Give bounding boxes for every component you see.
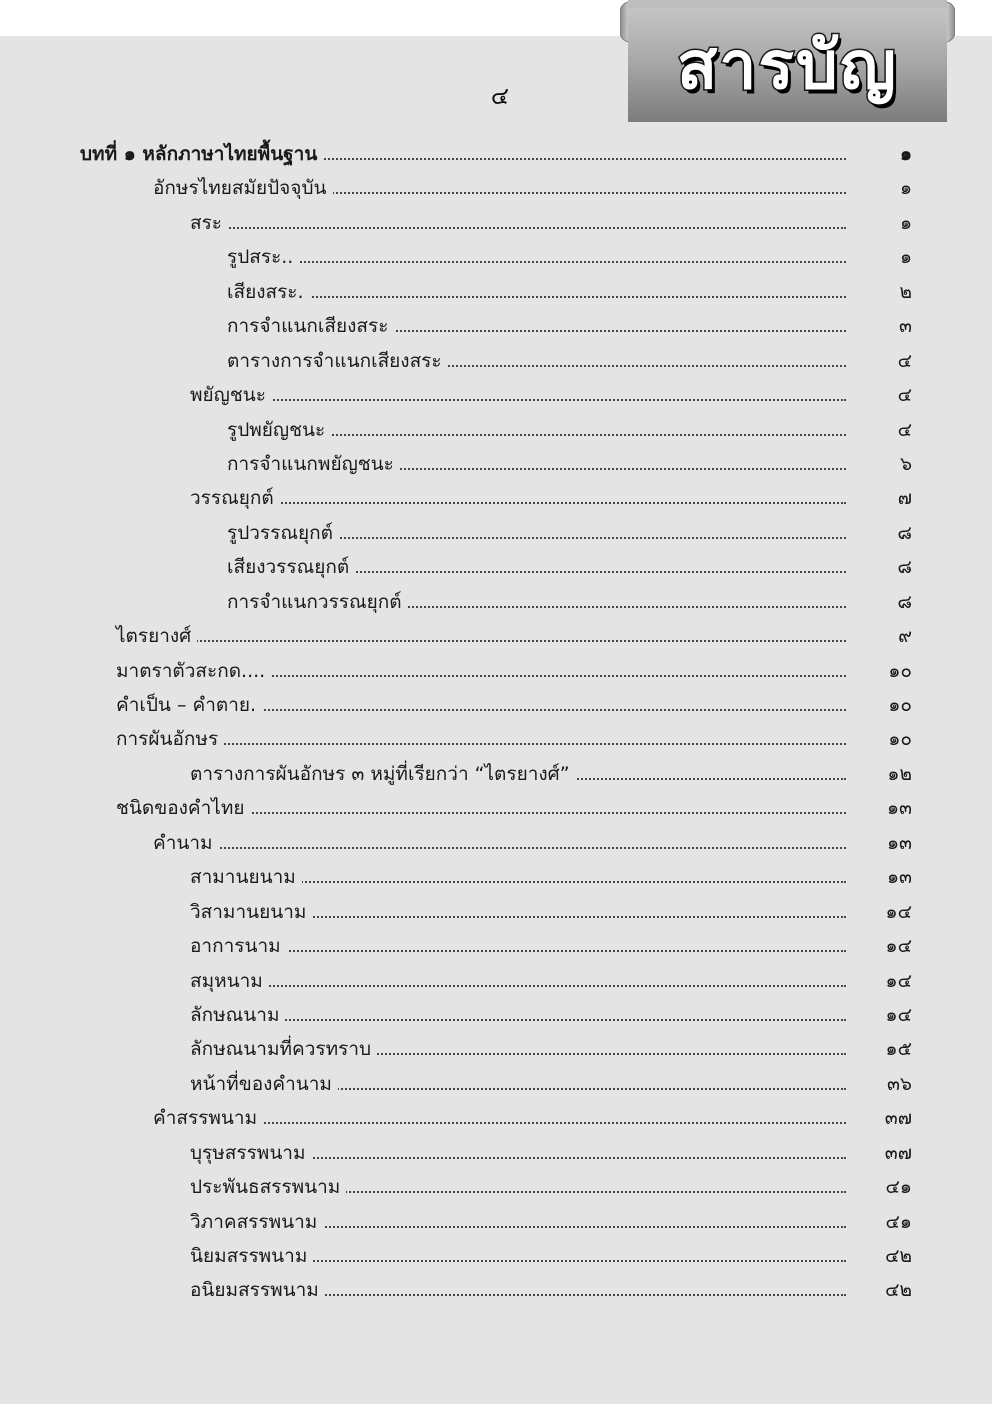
toc-entry-page: ๔๒: [885, 1279, 912, 1302]
dot-leader: [227, 261, 846, 263]
toc-entry-page: ๔: [897, 384, 912, 407]
toc-entry[interactable]: [0, 137, 992, 171]
toc-heading: สารบัญ: [677, 27, 898, 104]
toc-entry-page: ๖: [899, 452, 912, 475]
dot-leader: [153, 847, 846, 849]
toc-entry-page: ๓๖: [886, 1072, 912, 1095]
toc-entry-title: ชนิดของคำไทย: [116, 791, 251, 825]
toc-entry-title: การจำแนกพยัญชนะ: [227, 447, 400, 481]
title-banner: [620, 0, 955, 122]
toc-entry-title: ตารางการจำแนกเสียงสระ: [227, 344, 448, 378]
toc-entry-page: ๑: [899, 211, 912, 234]
toc-entry-page: ๔๒: [885, 1245, 912, 1267]
toc-entry[interactable]: [0, 1101, 992, 1135]
toc-entry-page: ๑๓: [886, 866, 912, 889]
toc-entry[interactable]: [0, 791, 992, 825]
toc-entry[interactable]: [0, 481, 992, 515]
toc-entry-page: ๘: [897, 556, 912, 579]
toc-entry-page: ๒: [899, 280, 912, 303]
dot-leader: [190, 1019, 846, 1021]
dot-leader: [116, 743, 846, 745]
toc-entry-title: ประพันธสรรพนาม: [190, 1170, 346, 1204]
toc-entry-page: ๑๓: [886, 797, 912, 820]
toc-entry-page: ๑๔: [885, 1003, 912, 1026]
toc-entry-page: ๔: [897, 418, 912, 441]
toc-entry[interactable]: [0, 550, 992, 584]
toc-entry-page: ๑: [899, 177, 912, 200]
toc-entry-title: ตารางการผันอักษร ๓ หมู่ที่เรียกว่า “ไตรยางศ์”: [190, 757, 576, 791]
toc-entry[interactable]: [0, 860, 992, 894]
toc-entry-page: ๑๓: [886, 831, 912, 854]
toc-entry-title: รูปพยัญชนะ: [227, 413, 331, 447]
toc-entry[interactable]: [0, 688, 992, 722]
toc-entry-title: อาการนาม: [190, 929, 287, 963]
dot-leader: [227, 296, 846, 298]
toc-entry[interactable]: [0, 516, 992, 550]
toc-entry[interactable]: [0, 206, 992, 240]
toc-entry-title: วรรณยุกต์: [190, 481, 280, 515]
toc-entry-page: ๑๔: [885, 900, 912, 923]
toc-entry-page: ๘: [897, 590, 912, 613]
toc-entry-page: ๔๑: [885, 1176, 912, 1199]
toc-entry-title: เสียงวรรณยุกต์: [227, 550, 355, 584]
dot-leader: [190, 502, 846, 504]
page-number: ๔: [490, 82, 510, 110]
toc-entry-title: การจำแนกเสียงสระ: [227, 309, 394, 343]
toc-entry-title: บทที่ ๑ หลักภาษาไทยพื้นฐาน: [80, 137, 323, 171]
toc-entry-title: ลักษณนามที่ควรทราบ: [190, 1032, 377, 1066]
toc-entry[interactable]: [0, 722, 992, 756]
toc-entry[interactable]: [0, 826, 992, 860]
toc-entry[interactable]: [0, 275, 992, 309]
toc-entry-page: ๓๗: [884, 1141, 912, 1164]
dot-leader: [190, 399, 846, 401]
toc-entry[interactable]: [0, 171, 992, 205]
toc-entry[interactable]: [0, 344, 992, 378]
toc-entry-title: อนิยมสรรพนาม: [190, 1273, 325, 1307]
toc-entry-page: ๔: [897, 349, 912, 372]
toc-entry-page: ๑: [899, 143, 912, 165]
toc-entry-title: หน้าที่ของคำนาม: [190, 1067, 338, 1101]
toc-entry-title: รูปสระ..: [227, 240, 299, 274]
toc-entry[interactable]: [0, 1273, 992, 1307]
toc-entry-title: พยัญชนะ: [190, 378, 272, 412]
toc-entry-title: มาตราตัวสะกด....: [116, 654, 271, 688]
toc-entry[interactable]: [0, 1136, 992, 1170]
toc-entry[interactable]: [0, 1170, 992, 1204]
toc-entry[interactable]: [0, 619, 992, 653]
toc-entry[interactable]: [0, 413, 992, 447]
toc-entry-page: ๑๔: [885, 935, 912, 958]
toc-entry-page: ๑๕: [885, 1038, 912, 1061]
dot-leader: [190, 985, 846, 987]
toc-entry-page: ๑๐: [888, 728, 912, 751]
dot-leader: [190, 227, 846, 229]
toc-entry[interactable]: [0, 1067, 992, 1101]
toc-entry[interactable]: [0, 929, 992, 963]
toc-entry-page: ๑๒: [887, 762, 912, 785]
toc-entry-title: การผันอักษร: [116, 722, 224, 756]
toc-entry[interactable]: [0, 998, 992, 1032]
dot-leader: [116, 640, 846, 642]
toc-entry-page: ๗: [897, 487, 912, 510]
toc-entry-title: สามานยนาม: [190, 860, 302, 894]
toc-entry-page: ๑๐: [888, 694, 912, 716]
toc-entry-page: ๙: [898, 625, 912, 648]
toc-entry-page: ๓๗: [884, 1107, 912, 1130]
table-of-contents: [0, 137, 992, 1308]
toc-entry[interactable]: [0, 585, 992, 619]
toc-entry[interactable]: [0, 1205, 992, 1239]
toc-entry-title: เสียงสระ.: [227, 275, 310, 309]
dot-leader: [190, 950, 846, 952]
toc-entry-page: ๓: [899, 315, 912, 338]
toc-entry-page: ๑๐: [888, 659, 912, 682]
toc-entry[interactable]: [0, 757, 992, 791]
toc-entry-title: อักษรไทยสมัยปัจจุบัน: [153, 171, 333, 205]
toc-entry-title: การจำแนกวรรณยุกต์: [227, 585, 408, 619]
toc-entry-title: สมุหนาม: [190, 964, 269, 998]
toc-entry-title: สระ: [190, 206, 228, 240]
toc-entry[interactable]: [0, 240, 992, 274]
toc-entry[interactable]: [0, 447, 992, 481]
toc-entry-page: ๘: [897, 521, 912, 544]
toc-entry[interactable]: [0, 964, 992, 998]
toc-entry[interactable]: [0, 378, 992, 412]
toc-entry-title: ไตรยางศ์: [116, 619, 197, 653]
toc-entry-title: นิยมสรรพนาม: [190, 1239, 313, 1273]
toc-entry-title: คำสรรพนาม: [153, 1101, 263, 1135]
toc-entry[interactable]: [0, 1239, 992, 1273]
toc-entry-title: คำนาม: [153, 826, 219, 860]
toc-entry-title: คำเป็น – คำตาย.: [116, 688, 262, 722]
toc-entry-title: วิสามานยนาม: [190, 895, 312, 929]
toc-entry[interactable]: [0, 654, 992, 688]
toc-entry[interactable]: [0, 895, 992, 929]
toc-entry-page: ๑๔: [885, 969, 912, 992]
toc-entry-page: ๑: [899, 246, 912, 269]
toc-entry[interactable]: [0, 1032, 992, 1066]
toc-entry-title: รูปวรรณยุกต์: [227, 516, 339, 550]
toc-entry[interactable]: [0, 309, 992, 343]
toc-entry-title: วิภาคสรรพนาม: [190, 1205, 323, 1239]
toc-entry-title: บุรุษสรรพนาม: [190, 1136, 312, 1170]
toc-entry-page: ๔๑: [885, 1210, 912, 1233]
toc-entry-title: ลักษณนาม: [190, 998, 285, 1032]
